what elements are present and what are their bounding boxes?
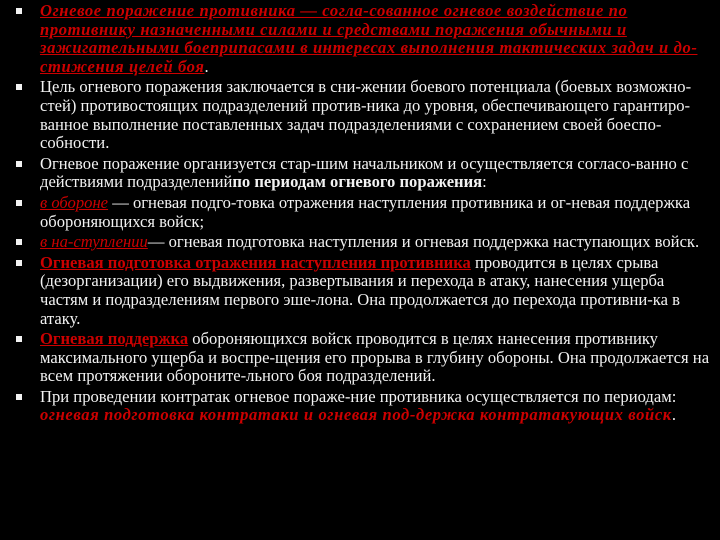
defense-text: — огневая подго-товка отражения наступления противника и ог-невая поддержка обороняющихся войск; bbox=[40, 192, 691, 231]
list-item-fire-support bbox=[16, 330, 710, 386]
list-item-defense bbox=[16, 194, 710, 231]
definition-period: . bbox=[204, 56, 209, 76]
list-item-fire-preparation bbox=[16, 254, 710, 328]
fire-support-text: обороняющихся войск проводится в целях нанесения противнику максимального ущерба и воспре-щения его прорыва в глубину обороны. Она продолжается на всем протяжении обороните-льного боя подразделений. bbox=[40, 329, 710, 386]
list-item-offense bbox=[16, 233, 710, 252]
fire-support-term: Огневая поддержка bbox=[40, 329, 189, 349]
square-bullet-icon bbox=[16, 336, 22, 342]
definition-text: Огневое поражение противника — согла-сованное огневое воздействие по противнику назначенными силами и средствами поражения обычными и зажигательными боеприпасами в интересах выполнения тактических задач и до-стижения целей боя bbox=[40, 1, 698, 76]
goal-text: Цель огневого поражения заключается в сни-жении боевого потенциала (боевых возможно-стей) противостоящих подразделений против-ника до уровня, обеспечивающего гарантиро-ванное выполнение поставленных задач подразделениями с сохранением своей боеспо-собности. bbox=[40, 77, 692, 153]
defense-term: в обороне bbox=[40, 192, 109, 212]
list-item-goal bbox=[16, 78, 710, 152]
square-bullet-icon bbox=[16, 84, 22, 90]
periods-emphasis: по периодам огневого поражения bbox=[232, 172, 483, 192]
square-bullet-icon bbox=[16, 161, 22, 167]
organization-colon: : bbox=[482, 172, 487, 192]
list-item-organization bbox=[16, 155, 710, 192]
bullet-list bbox=[16, 2, 710, 425]
square-bullet-icon bbox=[16, 394, 22, 400]
square-bullet-icon bbox=[16, 260, 22, 266]
list-item-counterattack bbox=[16, 388, 710, 425]
square-bullet-icon bbox=[16, 8, 22, 14]
offense-term: в на-ступлении bbox=[40, 232, 148, 252]
square-bullet-icon bbox=[16, 200, 22, 206]
organization-text: Огневое поражение организуется стар-шим начальником и осуществляется согласо-ванно с действиями подразделений bbox=[40, 153, 689, 192]
list-item-definition bbox=[16, 2, 710, 76]
counterattack-emphasis: огневая подготовка контратаки и огневая под-держка контратакующих войск bbox=[40, 405, 672, 425]
fire-preparation-text: проводится в целях срыва (дезорганизации) его выдвижения, развертывания и перехода в атаку, нанесения ущерба частям и подразделениям первого эше-лона. Она продолжается до перехода противни-ка в атаку. bbox=[40, 252, 680, 328]
counterattack-text: При проведении контратак огневое пораже-ние противника осуществляется по периодам: bbox=[40, 386, 677, 406]
square-bullet-icon bbox=[16, 239, 22, 245]
fire-preparation-term: Огневая подготовка отражения наступления противника bbox=[40, 252, 471, 272]
counterattack-period: . bbox=[671, 405, 676, 425]
offense-text: — огневая подготовка наступления и огневая поддержка наступающих войск. bbox=[147, 232, 700, 252]
